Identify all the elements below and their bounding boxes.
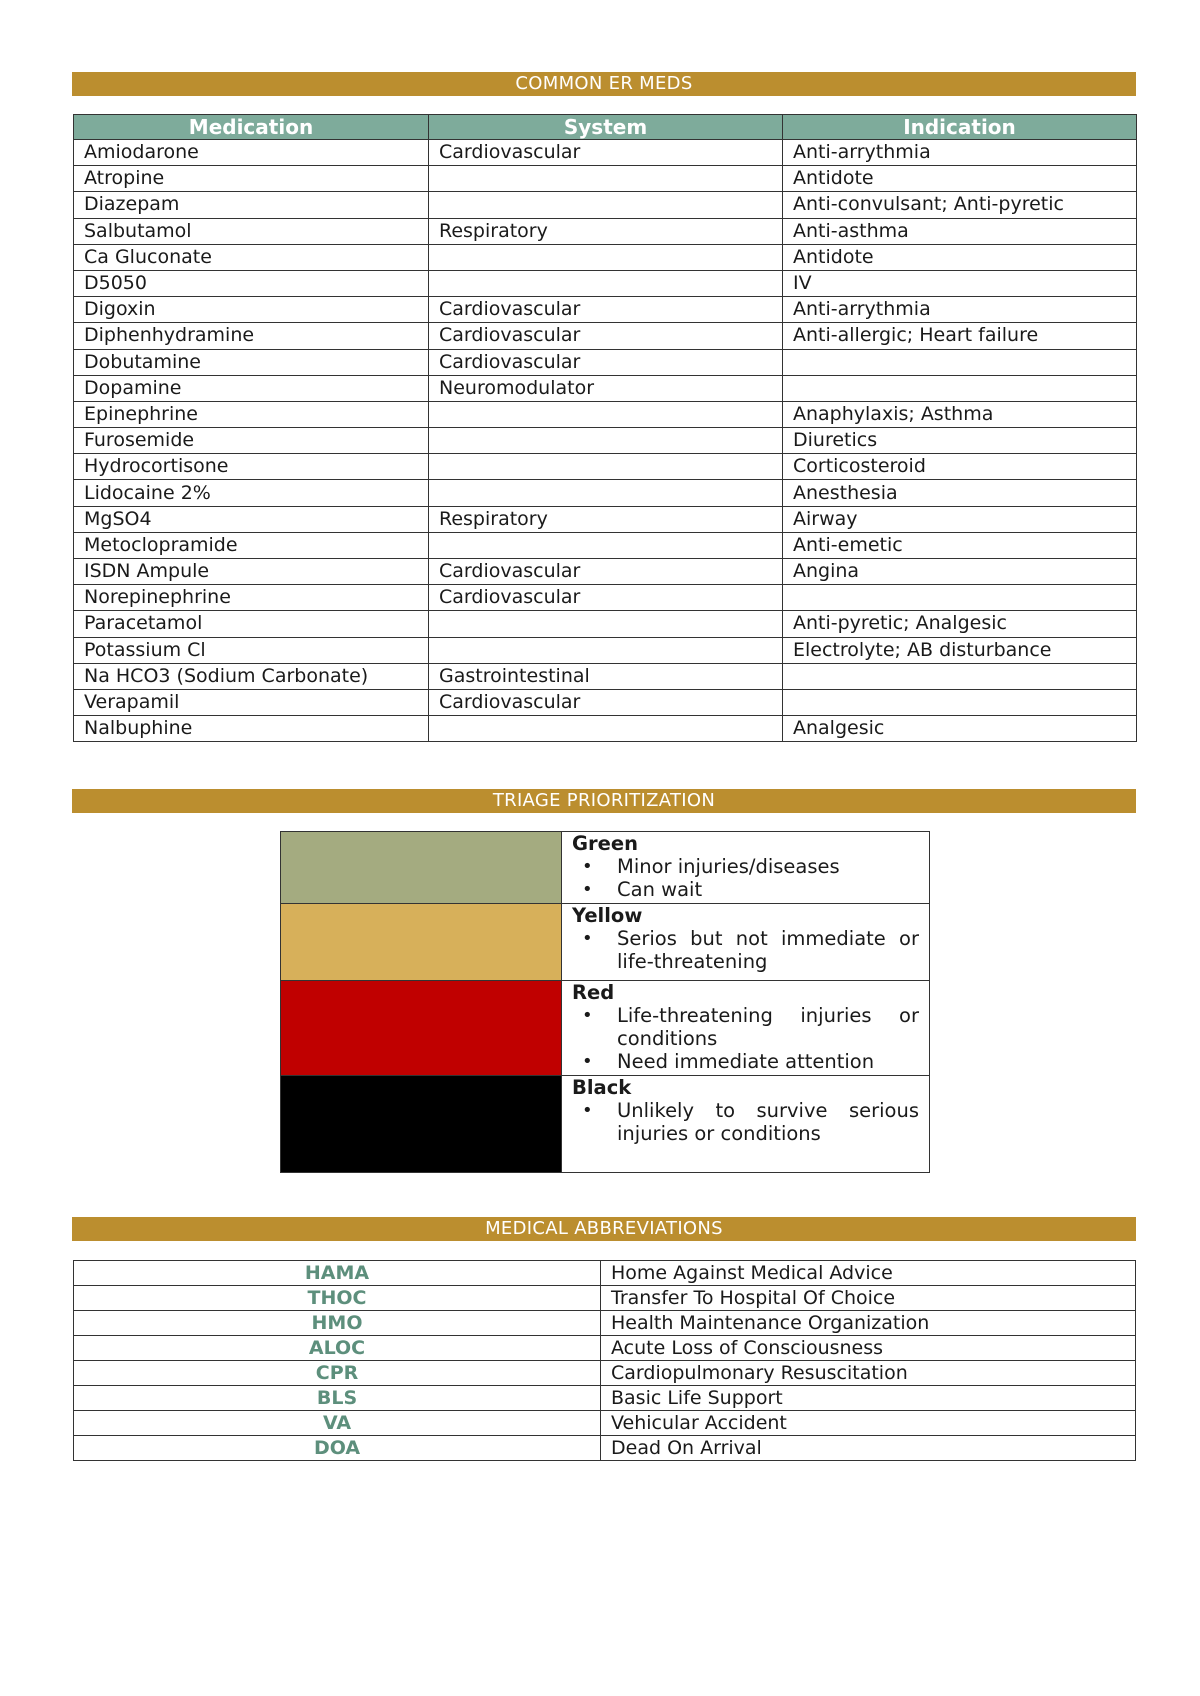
abbreviation-row: [74, 1361, 1136, 1386]
triage-bullet-text: Minor injuries/diseases: [617, 855, 840, 878]
indication-cell: Electrolyte; AB disturbance: [783, 637, 1137, 663]
triage-bullet-item: [572, 1050, 919, 1073]
abbreviation-cell: VA: [74, 1411, 601, 1436]
system-cell: Cardiovascular: [429, 297, 783, 323]
abbreviation-meaning-cell: Acute Loss of Consciousness: [601, 1336, 1136, 1361]
bullet-icon: •: [582, 928, 593, 949]
abbreviations-table: [73, 1260, 1136, 1461]
indication-cell: Anti-pyretic; Analgesic: [783, 611, 1137, 637]
abbreviation-row: [74, 1286, 1136, 1311]
system-cell: [429, 454, 783, 480]
abbreviation-meaning-cell: Health Maintenance Organization: [601, 1311, 1136, 1336]
header-indication: Indication: [783, 115, 1137, 140]
meds-row: [74, 689, 1137, 715]
abbreviation-row: [74, 1311, 1136, 1336]
triage-bullet-text: Life-threatening injuries or conditions: [617, 1004, 919, 1050]
abbreviation-meaning-cell: Cardiopulmonary Resuscitation: [601, 1361, 1136, 1386]
triage-row-black: [281, 1076, 930, 1173]
triage-bullet-text: Serios but not immediate or life-threatening: [617, 927, 919, 973]
triage-description: [562, 904, 930, 981]
triage-bullet-list: [572, 855, 919, 901]
system-cell: [429, 166, 783, 192]
meds-row: [74, 218, 1137, 244]
abbreviation-row: [74, 1436, 1136, 1461]
indication-cell: Anti-convulsant; Anti-pyretic: [783, 192, 1137, 218]
triage-color-swatch: [281, 1076, 562, 1173]
meds-row: [74, 375, 1137, 401]
medication-cell: Paracetamol: [74, 611, 429, 637]
indication-cell: [783, 349, 1137, 375]
bullet-icon: •: [582, 856, 593, 877]
indication-cell: [783, 375, 1137, 401]
abbreviation-cell: BLS: [74, 1386, 601, 1411]
indication-cell: IV: [783, 270, 1137, 296]
indication-cell: Antidote: [783, 166, 1137, 192]
medication-cell: D5050: [74, 270, 429, 296]
medication-cell: Amiodarone: [74, 140, 429, 166]
medication-cell: Furosemide: [74, 428, 429, 454]
medication-cell: Norepinephrine: [74, 585, 429, 611]
meds-header-row: [74, 115, 1137, 140]
indication-cell: Anti-asthma: [783, 218, 1137, 244]
system-cell: Respiratory: [429, 506, 783, 532]
indication-cell: [783, 689, 1137, 715]
meds-row: [74, 297, 1137, 323]
meds-row: [74, 270, 1137, 296]
triage-section-title: TRIAGE PRIORITIZATION: [72, 789, 1136, 813]
meds-row: [74, 716, 1137, 742]
medication-cell: Digoxin: [74, 297, 429, 323]
medication-cell: Na HCO3 (Sodium Carbonate): [74, 663, 429, 689]
meds-row: [74, 663, 1137, 689]
triage-level-title: Red: [572, 981, 615, 1004]
medication-cell: Nalbuphine: [74, 716, 429, 742]
meds-row: [74, 585, 1137, 611]
system-cell: Cardiovascular: [429, 559, 783, 585]
system-cell: [429, 532, 783, 558]
header-medication: Medication: [74, 115, 429, 140]
meds-row: [74, 480, 1137, 506]
medication-cell: Diphenhydramine: [74, 323, 429, 349]
indication-cell: Antidote: [783, 244, 1137, 270]
triage-bullet-text: Need immediate attention: [617, 1050, 875, 1073]
triage-description: [562, 1076, 930, 1173]
triage-level-title: Green: [572, 832, 638, 855]
abbreviation-cell: ALOC: [74, 1336, 601, 1361]
medication-cell: Metoclopramide: [74, 532, 429, 558]
indication-cell: Airway: [783, 506, 1137, 532]
triage-bullet-text: Unlikely to survive serious injuries or conditions: [617, 1099, 919, 1145]
meds-row: [74, 244, 1137, 270]
bullet-icon: •: [582, 1051, 593, 1072]
system-cell: Gastrointestinal: [429, 663, 783, 689]
triage-row-yellow: [281, 904, 930, 981]
abbreviation-meaning-cell: Vehicular Accident: [601, 1411, 1136, 1436]
abbreviation-row: [74, 1386, 1136, 1411]
meds-row: [74, 428, 1137, 454]
triage-bullet-item: [572, 927, 919, 973]
triage-bullet-list: [572, 1004, 919, 1073]
meds-section-title: COMMON ER MEDS: [72, 72, 1136, 96]
meds-row: [74, 532, 1137, 558]
system-cell: [429, 716, 783, 742]
system-cell: [429, 611, 783, 637]
medication-cell: MgSO4: [74, 506, 429, 532]
meds-row: [74, 166, 1137, 192]
triage-table: [280, 831, 930, 1173]
abbreviation-cell: HAMA: [74, 1261, 601, 1286]
abbreviation-cell: THOC: [74, 1286, 601, 1311]
abbreviation-meaning-cell: Home Against Medical Advice: [601, 1261, 1136, 1286]
system-cell: Respiratory: [429, 218, 783, 244]
medication-cell: Potassium Cl: [74, 637, 429, 663]
abbreviation-meaning-cell: Transfer To Hospital Of Choice: [601, 1286, 1136, 1311]
abbreviation-row: [74, 1336, 1136, 1361]
system-cell: [429, 401, 783, 427]
medication-cell: Diazepam: [74, 192, 429, 218]
triage-table-body: [281, 832, 930, 1173]
meds-row: [74, 611, 1137, 637]
indication-cell: Anesthesia: [783, 480, 1137, 506]
meds-row: [74, 140, 1137, 166]
system-cell: [429, 428, 783, 454]
indication-cell: Anti-allergic; Heart failure: [783, 323, 1137, 349]
triage-bullet-text: Can wait: [617, 878, 703, 901]
bullet-icon: •: [582, 1100, 593, 1121]
triage-bullet-item: [572, 855, 919, 878]
meds-row: [74, 401, 1137, 427]
medication-cell: Dobutamine: [74, 349, 429, 375]
medication-cell: Lidocaine 2%: [74, 480, 429, 506]
system-cell: [429, 270, 783, 296]
meds-row: [74, 454, 1137, 480]
triage-bullet-list: [572, 1099, 919, 1145]
indication-cell: Angina: [783, 559, 1137, 585]
system-cell: [429, 480, 783, 506]
medication-cell: Hydrocortisone: [74, 454, 429, 480]
medication-cell: Atropine: [74, 166, 429, 192]
medication-cell: Salbutamol: [74, 218, 429, 244]
indication-cell: Anaphylaxis; Asthma: [783, 401, 1137, 427]
abbreviation-cell: CPR: [74, 1361, 601, 1386]
abbreviation-cell: HMO: [74, 1311, 601, 1336]
meds-row: [74, 192, 1137, 218]
triage-color-swatch: [281, 832, 562, 904]
medication-cell: ISDN Ampule: [74, 559, 429, 585]
indication-cell: Anti-arrythmia: [783, 297, 1137, 323]
system-cell: [429, 192, 783, 218]
triage-row-green: [281, 832, 930, 904]
header-system: System: [429, 115, 783, 140]
system-cell: [429, 637, 783, 663]
indication-cell: [783, 585, 1137, 611]
abbreviation-row: [74, 1411, 1136, 1436]
system-cell: [429, 244, 783, 270]
system-cell: Cardiovascular: [429, 140, 783, 166]
triage-bullet-item: [572, 878, 919, 901]
indication-cell: Anti-arrythmia: [783, 140, 1137, 166]
meds-table-body: [74, 140, 1137, 742]
triage-level-title: Black: [572, 1076, 632, 1099]
abbreviation-cell: DOA: [74, 1436, 601, 1461]
indication-cell: [783, 663, 1137, 689]
triage-row-red: [281, 981, 930, 1076]
indication-cell: Analgesic: [783, 716, 1137, 742]
system-cell: Neuromodulator: [429, 375, 783, 401]
triage-level-title: Yellow: [572, 904, 643, 927]
indication-cell: Diuretics: [783, 428, 1137, 454]
abbreviation-meaning-cell: Dead On Arrival: [601, 1436, 1136, 1461]
indication-cell: Corticosteroid: [783, 454, 1137, 480]
meds-row: [74, 637, 1137, 663]
medication-cell: Dopamine: [74, 375, 429, 401]
system-cell: Cardiovascular: [429, 323, 783, 349]
medication-cell: Ca Gluconate: [74, 244, 429, 270]
triage-color-swatch: [281, 981, 562, 1076]
abbreviations-table-body: [74, 1261, 1136, 1461]
bullet-icon: •: [582, 1005, 593, 1026]
abbreviation-meaning-cell: Basic Life Support: [601, 1386, 1136, 1411]
medication-cell: Epinephrine: [74, 401, 429, 427]
meds-table: [73, 114, 1137, 742]
meds-row: [74, 559, 1137, 585]
triage-bullet-item: [572, 1004, 919, 1050]
system-cell: Cardiovascular: [429, 585, 783, 611]
triage-bullet-list: [572, 927, 919, 973]
abbr-section-title: MEDICAL ABBREVIATIONS: [72, 1217, 1136, 1241]
meds-row: [74, 506, 1137, 532]
bullet-icon: •: [582, 879, 593, 900]
triage-description: [562, 832, 930, 904]
triage-description: [562, 981, 930, 1076]
triage-color-swatch: [281, 904, 562, 981]
meds-row: [74, 349, 1137, 375]
medication-cell: Verapamil: [74, 689, 429, 715]
triage-bullet-item: [572, 1099, 919, 1145]
meds-row: [74, 323, 1137, 349]
indication-cell: Anti-emetic: [783, 532, 1137, 558]
system-cell: Cardiovascular: [429, 689, 783, 715]
abbreviation-row: [74, 1261, 1136, 1286]
system-cell: Cardiovascular: [429, 349, 783, 375]
